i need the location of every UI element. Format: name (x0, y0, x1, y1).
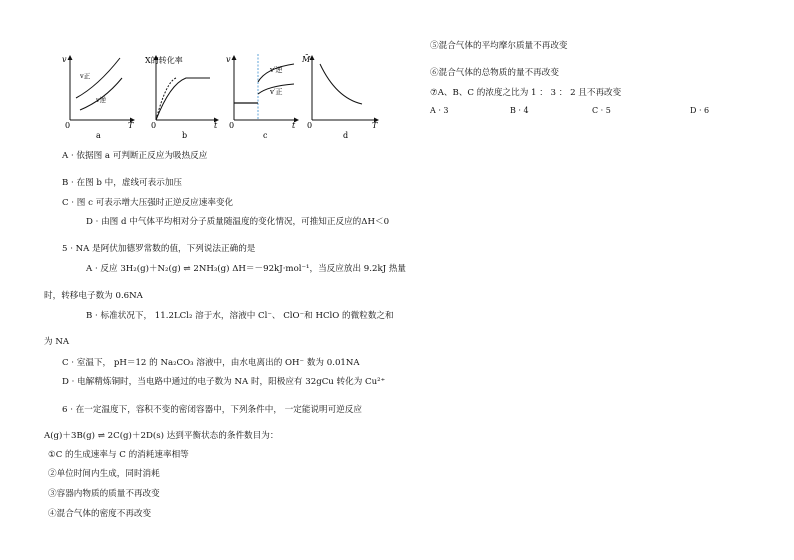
q5-option-b-line2: 为 NA (44, 337, 70, 347)
curve-b-solid (156, 78, 210, 120)
graph-a-curve2: v逆 (96, 96, 107, 104)
graph-c-xlabel: t (292, 121, 296, 130)
graph-c-curve1: v′逆 (270, 66, 283, 74)
graph-c-caption: c (263, 131, 268, 140)
curve-d (320, 64, 362, 104)
graphs-svg (58, 48, 388, 143)
q6-item-7: ⑦A、B、C 的浓度之比为 1 ： 3 ： 2 且不再改变 (430, 88, 622, 98)
graph-a-origin: 0 (65, 121, 71, 130)
graph-d-xlabel: T (372, 121, 378, 130)
q5-option-a-line1: A · 反应 3H₂(g)＋N₂(g) ⇌ 2NH₃(g) ΔH＝－92kJ·mol⁻¹，当反应放出 9.2kJ 热量 (86, 264, 407, 274)
graph-a-xlabel: T (128, 121, 134, 130)
graph-c-curve2: v′正 (270, 88, 283, 96)
graph-b-origin: 0 (151, 121, 157, 130)
q6-option-a: A · 3 (430, 106, 449, 115)
q4-option-a: A · 依据图 a 可判断正反应为吸热反应 (62, 151, 208, 161)
q5-option-c: C · 室温下， pH＝12 的 Na₂CO₃ 溶液中，由水电离出的 OH⁻ 数为 0.01NA (62, 358, 360, 368)
q4-option-b: B · 在图 b 中，虚线可表示加压 (62, 178, 183, 188)
q4-option-d: D · 由图 d 中气体平均相对分子质量随温度的变化情况，可推知正反应的ΔH＜0 (86, 217, 390, 227)
curve-a-2 (80, 78, 122, 110)
graph-a-ylabel: v (62, 55, 67, 64)
graph-a-curve1: v正 (80, 72, 91, 80)
q6-item-1: ①C 的生成速率与 C 的消耗速率相等 (48, 450, 189, 460)
q6-stem: 6 · 在一定温度下，容积不变的密闭容器中，下列条件中， 一定能说明可逆反应 (62, 405, 362, 415)
q6-item-4: ④混合气体的密度不再改变 (48, 509, 152, 519)
graph-c-ylabel: v (226, 55, 231, 64)
q4-option-c: C · 图 c 可表示增大压强时正逆反应速率变化 (62, 198, 234, 208)
q5-option-b-line1: B · 标准状况下， 11.2LCl₂ 溶于水，溶液中 Cl⁻、 ClO⁻和 HClO 的微粒数之和 (86, 311, 394, 321)
graph-b-ylabel: X的转化率 (145, 56, 183, 65)
graph-d-origin: 0 (307, 121, 313, 130)
graph-strip (58, 48, 388, 147)
q5-option-d: D · 电解精炼铜时，当电路中通过的电子数为 NA 时，阳极应有 32gCu 转化为 Cu²⁺ (62, 377, 386, 387)
q6-item-2: ②单位时间内生成，同时消耗 (48, 469, 160, 479)
graph-c-origin: 0 (229, 121, 235, 130)
graph-d-ylabel: M̄ (302, 55, 311, 64)
q6-reaction: A(g)＋3B(g) ⇌ 2C(g)＋2D(s) 达到平衡状态的条件数目为： (44, 431, 279, 441)
q6-option-b: B · 4 (510, 106, 529, 115)
q6-item-3: ③容器内物质的质量不再改变 (48, 489, 160, 499)
graph-b-caption: b (182, 131, 188, 140)
q6-item-6: ⑥混合气体的总物质的量不再改变 (430, 68, 559, 78)
graph-a-caption: a (96, 131, 101, 140)
q6-item-5: ⑤混合气体的平均摩尔质量不再改变 (430, 41, 568, 51)
graph-b (145, 55, 218, 140)
graph-a (62, 55, 134, 140)
q5-option-a-line2: 时，转移电子数为 0.6NA (44, 291, 143, 301)
q6-option-c: C · 5 (592, 106, 611, 115)
graph-d (301, 55, 378, 140)
graph-d-caption: d (343, 131, 349, 140)
q5-stem: 5 · NA 是阿伏加德罗常数的值，下列说法正确的是 (62, 244, 256, 254)
graph-c (226, 54, 298, 140)
q6-option-d: D · 6 (690, 106, 710, 115)
graph-b-xlabel: t (214, 121, 218, 130)
